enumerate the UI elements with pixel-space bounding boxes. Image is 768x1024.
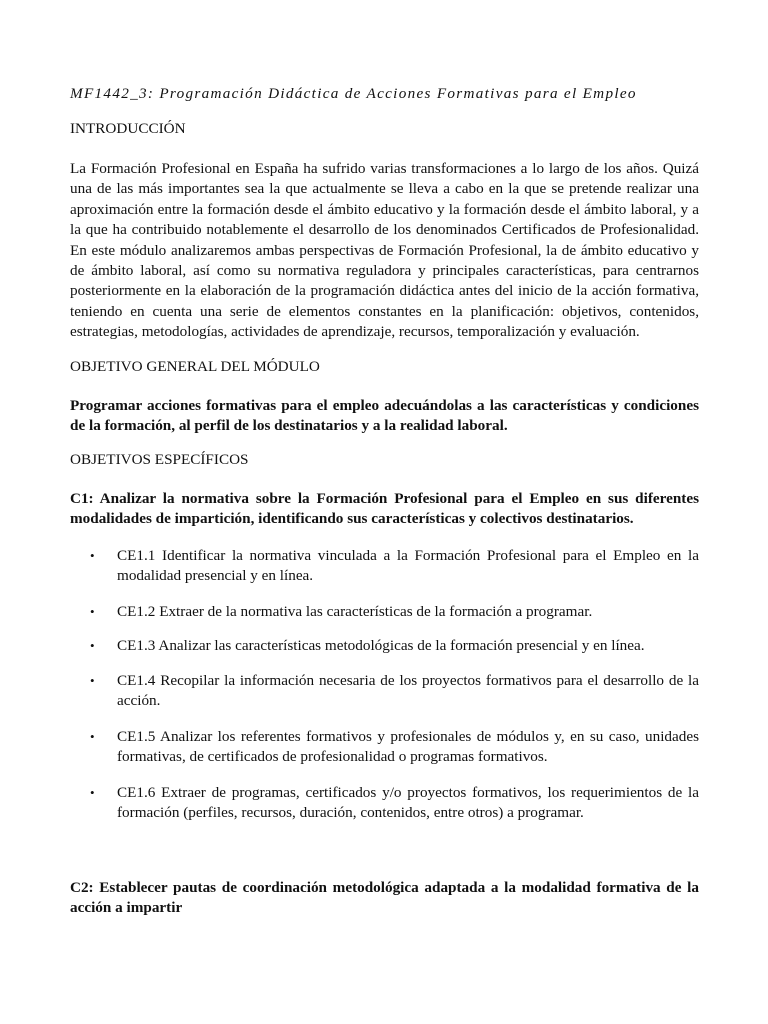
intro-heading: INTRODUCCIÓN bbox=[70, 120, 186, 137]
document-title: MF1442_3: Programación Didáctica de Acciones Formativas para el Empleo bbox=[70, 85, 637, 102]
bullet-icon: • bbox=[90, 638, 95, 653]
bullet-icon: • bbox=[90, 604, 95, 619]
bullet-icon: • bbox=[90, 548, 95, 563]
list-item bbox=[70, 671, 699, 712]
list-item bbox=[70, 602, 699, 622]
c1-objective: C1: Analizar la normativa sobre la Formación Profesional para el Empleo en sus diferentes modalidades de impartición, identificando sus características y colectivos destinatarios. bbox=[70, 490, 699, 528]
bullet-icon: • bbox=[90, 785, 95, 800]
general-objective-heading: OBJETIVO GENERAL DEL MÓDULO bbox=[70, 358, 320, 375]
c2-objective: C2: Establecer pautas de coordinación metodológica adaptada a la modalidad formativa de la acción a impartir bbox=[70, 879, 699, 917]
list-item-text: CE1.2 Extraer de la normativa las características de la formación a programar. bbox=[117, 603, 593, 620]
list-item bbox=[70, 783, 699, 824]
list-item bbox=[70, 727, 699, 768]
bullet-icon: • bbox=[90, 729, 95, 744]
bullet-icon: • bbox=[90, 673, 95, 688]
list-item-text: CE1.1 Identificar la normativa vinculada a la Formación Profesional para el Empleo en la modalidad presencial y en línea. bbox=[117, 547, 699, 585]
list-item bbox=[70, 546, 699, 587]
list-item-text: CE1.5 Analizar los referentes formativos y profesionales de módulos y, en su caso, unidades formativas, de certificados de profesionalidad o programas formativos. bbox=[117, 728, 699, 766]
list-item-text: CE1.3 Analizar las características metodológicas de la formación presencial y en línea. bbox=[117, 637, 645, 654]
list-item-text: CE1.4 Recopilar la información necesaria de los proyectos formativos para el desarrollo de la acción. bbox=[117, 672, 699, 710]
general-objective-text: Programar acciones formativas para el empleo adecuándolas a las características y condiciones de la formación, al perfil de los destinatarios y a la realidad laboral. bbox=[70, 397, 699, 435]
list-item-text: CE1.6 Extraer de programas, certificados y/o proyectos formativos, los requerimientos de la formación (perfiles, recursos, duración, contenidos, entre otros) a programar. bbox=[117, 784, 699, 822]
specific-objectives-heading: OBJETIVOS ESPECÍFICOS bbox=[70, 451, 249, 468]
intro-paragraph: La Formación Profesional en España ha sufrido varias transformaciones a lo largo de los años. Quizá una de las más importantes sea la que actualmente se lleva a cabo en la que se pretende realizar una aproximación entre la formación desde el ámbito educativo y la formación desde el ámbito laboral, y a la que ha contribuido notablemente el desarrollo de los denominados Certificados de Profesionalidad. En este módulo analizaremos ambas perspectivas de Formación Profesional, la de ámbito educativo y de ámbito laboral, así como su normativa reguladora y principales características, para centrarnos posteriormente en la elaboración de la programación didáctica antes del inicio de la acción formativa, teniendo en cuenta una serie de elementos constantes en la planificación: objetivos, contenidos, estrategias, metodologías, actividades de aprendizaje, recursos, temporalización y evaluación. bbox=[70, 160, 699, 341]
list-item bbox=[70, 636, 699, 656]
